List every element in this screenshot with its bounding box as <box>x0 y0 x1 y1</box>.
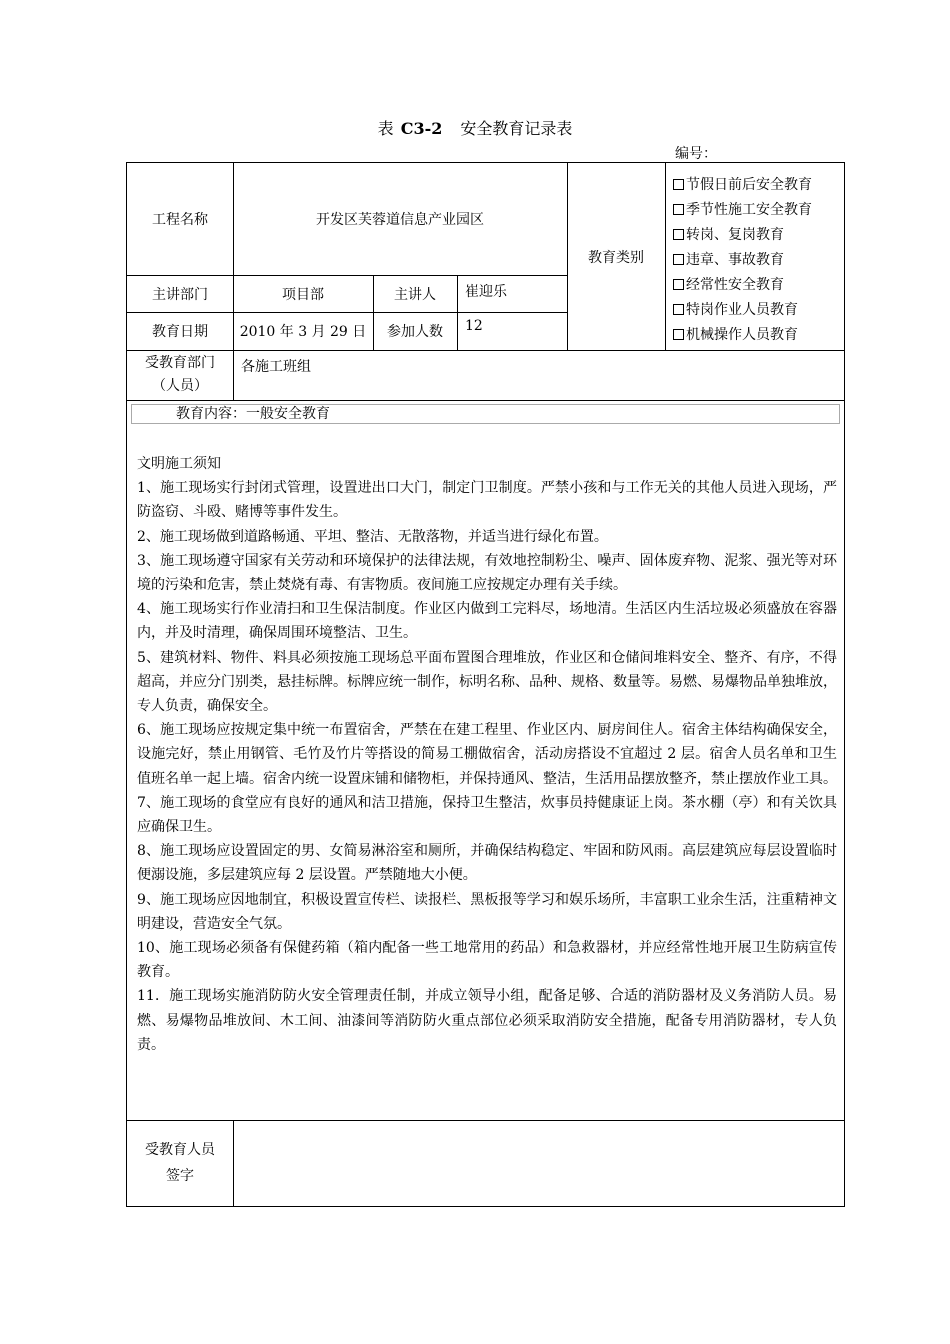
content-body <box>137 452 837 1057</box>
education-type-label: 教育类别 <box>588 249 644 266</box>
dept-label: 主讲部门 <box>152 286 208 303</box>
signature-field[interactable] <box>233 1120 844 1206</box>
education-type-option[interactable]: 经常性安全教育 <box>673 273 845 298</box>
content-item: 4、施工现场实行作业清扫和卫生保洁制度。作业区内做到工完料尽，场地清。生活区内生活垃圾必须盛放在容器内，并及时清理，确保周围环境整洁、卫生。 <box>137 601 837 642</box>
education-type-option[interactable]: 季节性施工安全教育 <box>673 198 845 223</box>
signature-label: 受教育人员 签字 <box>145 1142 215 1184</box>
trainee-dept-label: 受教育部门 （人员） <box>145 355 215 394</box>
dept-value: 项目部 <box>282 286 324 303</box>
education-type-option[interactable]: 机械操作人员教育 <box>673 323 845 348</box>
trainee-dept-value: 各施工班组 <box>241 359 311 375</box>
content-item: 1、施工现场实行封闭式管理，设置进出口大门，制定门卫制度。严禁小孩和与工作无关的其他人员进入现场，严防盗窃、斗殴、赌博等事件发生。 <box>137 480 837 521</box>
education-type-option[interactable]: 特岗作业人员教育 <box>673 298 845 323</box>
content-item: 2、施工现场做到道路畅通、平坦、整洁、无散落物，并适当进行绿化布置。 <box>137 528 608 545</box>
checkbox-icon[interactable] <box>673 229 684 240</box>
checkbox-icon[interactable] <box>673 329 684 340</box>
content-item: 6、施工现场应按规定集中统一布置宿舍，严禁在在建工程里、作业区内、厨房间住人。宿舍主体结构确保安全，设施完好，禁止用钢管、毛竹及竹片等搭设的简易工棚做宿舍，活动房搭设不宜超过 2 层。宿舍人员名单和卫生值班名单一起上墙。宿舍内统一设置床铺和储物柜，并保持通风、整洁，生活用品摆放整齐，禁止摆放作业工具。 <box>137 722 837 787</box>
project-name-value: 开发区芙蓉道信息产业园区 <box>316 212 484 228</box>
content-item: 7、施工现场的食堂应有良好的通风和洁卫措施，保持卫生整洁，炊事员持健康证上岗。茶水棚（亭）和有关饮具应确保卫生。 <box>137 794 837 836</box>
education-type-checklist <box>673 173 845 348</box>
checkbox-icon[interactable] <box>673 254 684 265</box>
form-code: C3-2 <box>400 119 443 138</box>
checkbox-icon[interactable] <box>673 279 684 290</box>
page-title <box>0 116 950 139</box>
checkbox-icon[interactable] <box>673 304 684 315</box>
content-item: 5、建筑材料、物件、料具必须按施工现场总平面布置图合理堆放，作业区和仓储间堆料安全、整齐、有序，不得超高，并应分门别类，悬挂标牌。标牌应统一制作，标明名称、品种、规格、数量等。易燃、易爆物品单独堆放，专人负责，确保安全。 <box>137 649 837 715</box>
education-type-option[interactable]: 节假日前后安全教育 <box>673 173 845 198</box>
content-item: 3、施工现场遵守国家有关劳动和环境保护的法律法规，有效地控制粉尘、噪声、固体废弃物、泥浆、强光等对环境的污染和危害，禁止焚烧有毒、有害物质。夜间施工应按规定办理有关手续。 <box>137 552 837 594</box>
date-label: 教育日期 <box>152 324 208 340</box>
lecturer-value: 崔迎乐 <box>465 284 507 300</box>
date-value: 2010 年 3 月 29 日 <box>239 324 367 340</box>
document-number <box>675 143 757 163</box>
checkbox-icon[interactable] <box>673 204 684 215</box>
content-heading: 文明施工须知 <box>137 456 221 472</box>
participants-label: 参加人数 <box>387 324 443 340</box>
content-item: 9、施工现场应因地制宜，积极设置宣传栏、读报栏、黑板报等学习和娱乐场所，丰富职工业余生活，注重精神文明建设，营造安全气氛。 <box>137 891 837 932</box>
grid-line <box>127 400 844 401</box>
checkbox-icon[interactable] <box>673 179 684 190</box>
grid-line <box>665 163 666 350</box>
content-label-box <box>131 404 840 424</box>
project-name-label: 工程名称 <box>152 212 208 228</box>
education-type-option[interactable]: 转岗、复岗教育 <box>673 223 845 248</box>
participants-value: 12 <box>465 318 483 334</box>
content-label: 教育内容：一般安全教育 <box>176 406 330 422</box>
form-title: 安全教育记录表 <box>460 119 573 138</box>
education-type-option[interactable]: 违章、事故教育 <box>673 248 845 273</box>
content-item: 11．施工现场实施消防防火安全管理责任制，并成立领导小组，配备足够、合适的消防器材及义务消防人员。易燃、易爆物品堆放间、木工间、油漆间等消防防火重点部位必须采取消防安全措施，配备专用消防器材，专人负责。 <box>137 988 837 1053</box>
content-item: 10、施工现场必须备有保健药箱（箱内配备一些工地常用的药品）和急救器材，并应经常性地开展卫生防病宣传教育。 <box>137 940 837 981</box>
doc-no-label: 编号： <box>675 146 717 162</box>
lecturer-label: 主讲人 <box>394 286 436 303</box>
education-record-table <box>126 162 845 1207</box>
title-prefix: 表 <box>377 119 394 138</box>
content-item: 8、施工现场应设置固定的男、女简易淋浴室和厕所，并确保结构稳定、牢固和防风雨。高层建筑应每层设置临时便溺设施，多层建筑应每 2 层设置。严禁随地大小便。 <box>137 843 837 884</box>
